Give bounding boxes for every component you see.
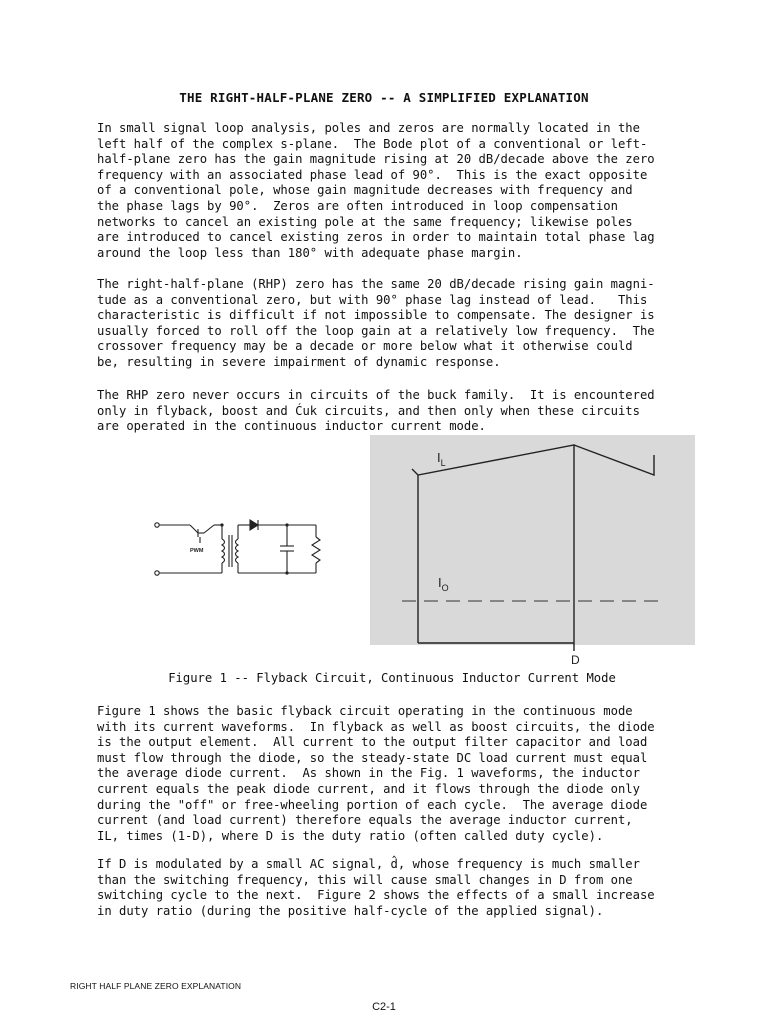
paragraph-line: are operated in the continuous inductor current mode. — [97, 419, 486, 434]
label-il: $I_L$ — [437, 450, 446, 468]
paragraph-line: half-plane zero has the gain magnitude rising at 20 dB/decade above the zero — [97, 152, 655, 167]
junction-dot — [220, 523, 223, 526]
paragraph-line: crossover frequency may be a decade or more below what it otherwise could — [97, 339, 633, 354]
paragraph-line: left half of the complex s-plane. The Bode plot of a conventional or left- — [97, 136, 648, 151]
paragraph-line: The RHP zero never occurs in circuits of the buck family. It is encountered — [97, 388, 655, 402]
paragraph-line: must flow through the diode, so the steady-state DC load current must equal — [97, 750, 648, 765]
paragraph-line: characteristic is difficult if not impossible to compensate. The designer is — [97, 308, 655, 323]
paragraph-line: around the loop less than 180° with adequate phase margin. — [97, 245, 523, 260]
waveform-background — [370, 435, 695, 645]
paragraph-line: switching cycle to the next. Figure 2 shows the effects of a small increase — [97, 888, 655, 903]
paragraph-line: than the switching frequency, this will cause small changes in D from one — [97, 872, 633, 887]
paragraph-line: with its current waveforms. In flyback as well as boost circuits, the diode — [97, 719, 655, 734]
paragraph-line: If D is modulated by a small AC signal, d̂, whose frequency is much smaller — [97, 857, 640, 871]
label-pwm: PWM — [190, 548, 204, 554]
footer-document-title: RIGHT HALF PLANE ZERO EXPLANATION — [70, 981, 242, 991]
paragraph-line: Figure 1 shows the basic flyback circuit operating in the continuous mode — [97, 704, 633, 718]
paragraph-line: during the "off" or free-wheeling portion of each cycle. The average diode — [97, 797, 648, 812]
figure-caption: Figure 1 -- Flyback Circuit, Continuous Inductor Current Mode — [168, 671, 616, 685]
paragraph-line: of a conventional pole, whose gain magnitude decreases with frequency and — [97, 183, 633, 198]
paragraph-line: networks to cancel an existing pole at the same frequency; likewise poles — [97, 214, 633, 229]
junction-dot — [285, 523, 288, 526]
label-io: $I_O$ — [438, 575, 449, 593]
paragraph-line: tude as a conventional zero, but with 90° phase lag instead of lead. This — [97, 292, 648, 307]
paragraph-rhp-zero — [97, 277, 697, 371]
figure-1 — [140, 435, 695, 667]
paragraph-line: is the output element. All current to the output filter capacitor and load — [97, 735, 648, 750]
paragraph-line: The right-half-plane (RHP) zero has the same 20 dB/decade rising gain magni- — [97, 277, 655, 291]
paragraph-line: the phase lags by 90°. Zeros are often introduced in loop compensation — [97, 198, 618, 213]
junction-dot — [285, 571, 288, 574]
paragraph-line: current equals the peak diode current, and it flows through the diode only — [97, 781, 640, 796]
figure-1-drawing — [140, 435, 695, 667]
page-title: THE RIGHT-HALF-PLANE ZERO -- A SIMPLIFIED EXPLANATION — [179, 90, 589, 105]
paragraph-figure-explanation — [97, 704, 697, 844]
paragraph-line: in duty ratio (during the positive half-cycle of the applied signal). — [97, 903, 604, 918]
paragraph-line: the average diode current. As shown in the Fig. 1 waveforms, the inductor — [97, 766, 640, 781]
paragraph-intro — [97, 121, 697, 261]
paragraph-line: IL, times (1-D), where D is the duty ratio (often called duty cycle). — [97, 828, 604, 843]
paragraph-modulation — [97, 857, 697, 919]
flyback-schematic — [155, 520, 320, 575]
paragraph-line: only in flyback, boost and Ćuk circuits, and then only when these circuits — [97, 403, 640, 418]
page-number: C2-1 — [372, 1001, 396, 1013]
paragraph-occurrence — [97, 388, 697, 435]
paragraph-line: current (and load current) therefore equals the average inductor current, — [97, 813, 633, 828]
paragraph-line: be, resulting in severe impairment of dynamic response. — [97, 354, 501, 369]
paragraph-line: frequency with an associated phase lead of 90°. This is the exact opposite — [97, 167, 648, 182]
paragraph-line: In small signal loop analysis, poles and zeros are normally located in the — [97, 121, 640, 135]
label-d: D — [571, 653, 580, 667]
paragraph-line: usually forced to roll off the loop gain at a relatively low frequency. The — [97, 323, 655, 338]
paragraph-line: are introduced to cancel existing zeros in order to maintain total phase lag — [97, 230, 655, 245]
